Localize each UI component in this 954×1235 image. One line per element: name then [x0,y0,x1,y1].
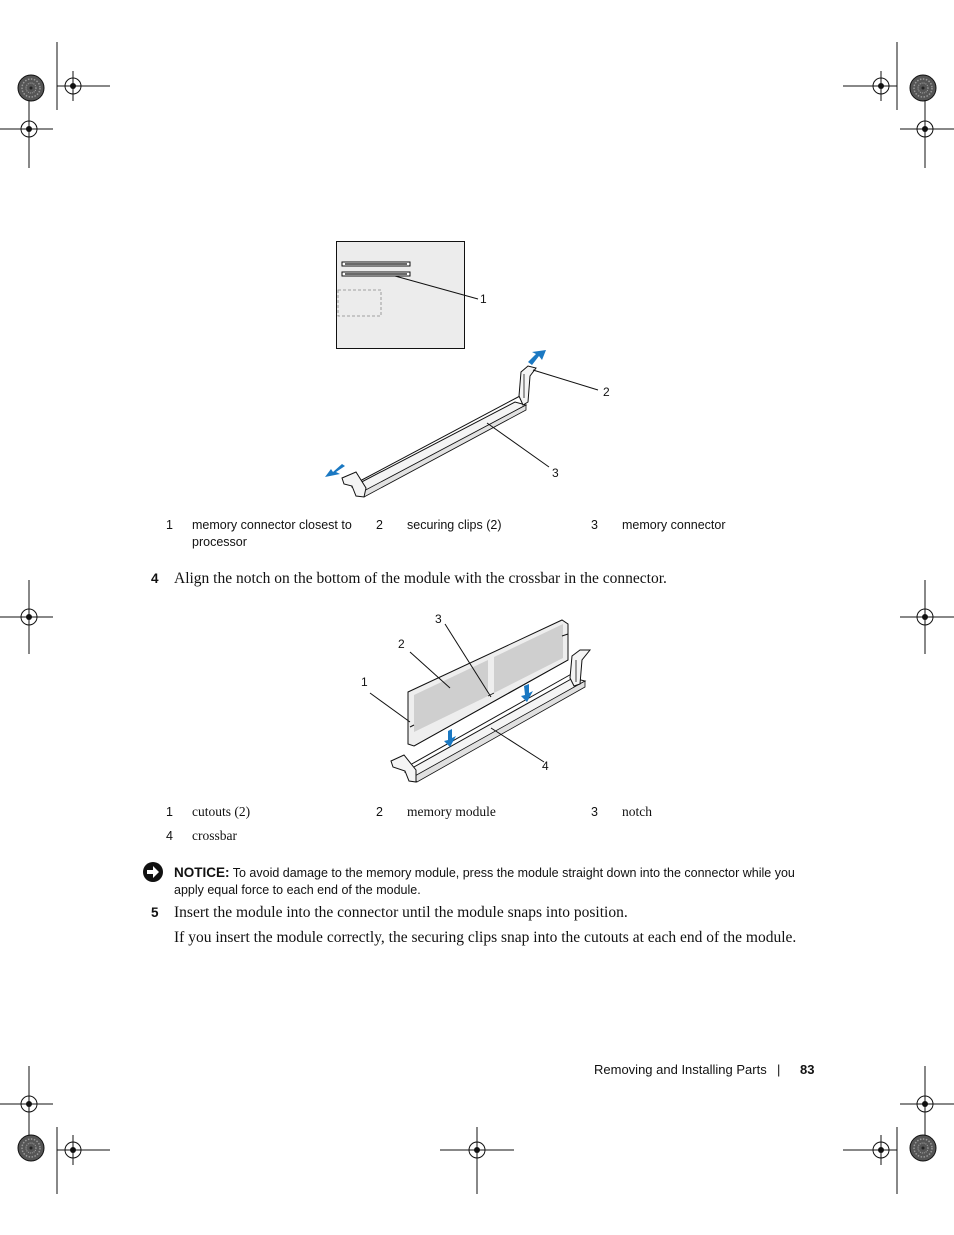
figure2-callout-2: 2 [398,637,405,651]
footer-separator: | [777,1062,781,1077]
page-number: 83 [800,1062,815,1077]
notice-block [174,864,814,899]
legend-text: notch [622,804,652,819]
legend-num: 3 [591,805,598,819]
legend-num: 2 [376,805,383,819]
legend-text: securing clips (2) [407,518,502,532]
legend-num: 2 [376,518,383,532]
legend-num: 1 [166,805,173,819]
step-5-number: 5 [151,905,159,920]
legend-text: crossbar [192,828,237,843]
press-down-arrow-right [521,684,533,702]
step-4-text: Align the notch on the bottom of the module with the crossbar in the connector. [174,570,667,587]
legend-text: cutouts (2) [192,804,251,819]
step-5-text: Insert the module into the connector until the module snaps into position. [174,904,628,921]
figure1-callout-1: 1 [480,292,487,306]
legend-text: memory connector closest to processor [192,518,352,549]
figure2-callout-3: 3 [435,612,442,626]
figure1-callout-3: 3 [552,466,559,480]
figure2-callout-1: 1 [361,675,368,689]
legend-text: memory module [407,804,496,819]
legend-text: memory connector [622,518,726,532]
notice-arrow-icon [142,861,164,883]
figure1-callout-2: 2 [603,385,610,399]
legend-num: 4 [166,829,173,843]
footer-section-title: Removing and Installing Parts [594,1062,767,1077]
notice-label: NOTICE: [174,865,230,880]
notice-text: To avoid damage to the memory module, press the module straight down into the connector while you apply equal force to each end of the module. [174,866,795,897]
figure2-callout-4: 4 [542,759,549,773]
step-5-followup: If you insert the module correctly, the securing clips snap into the cutouts at each end of the module. [174,929,797,946]
legend-num: 3 [591,518,598,532]
legend-num: 1 [166,518,173,532]
step-4-number: 4 [151,571,159,586]
